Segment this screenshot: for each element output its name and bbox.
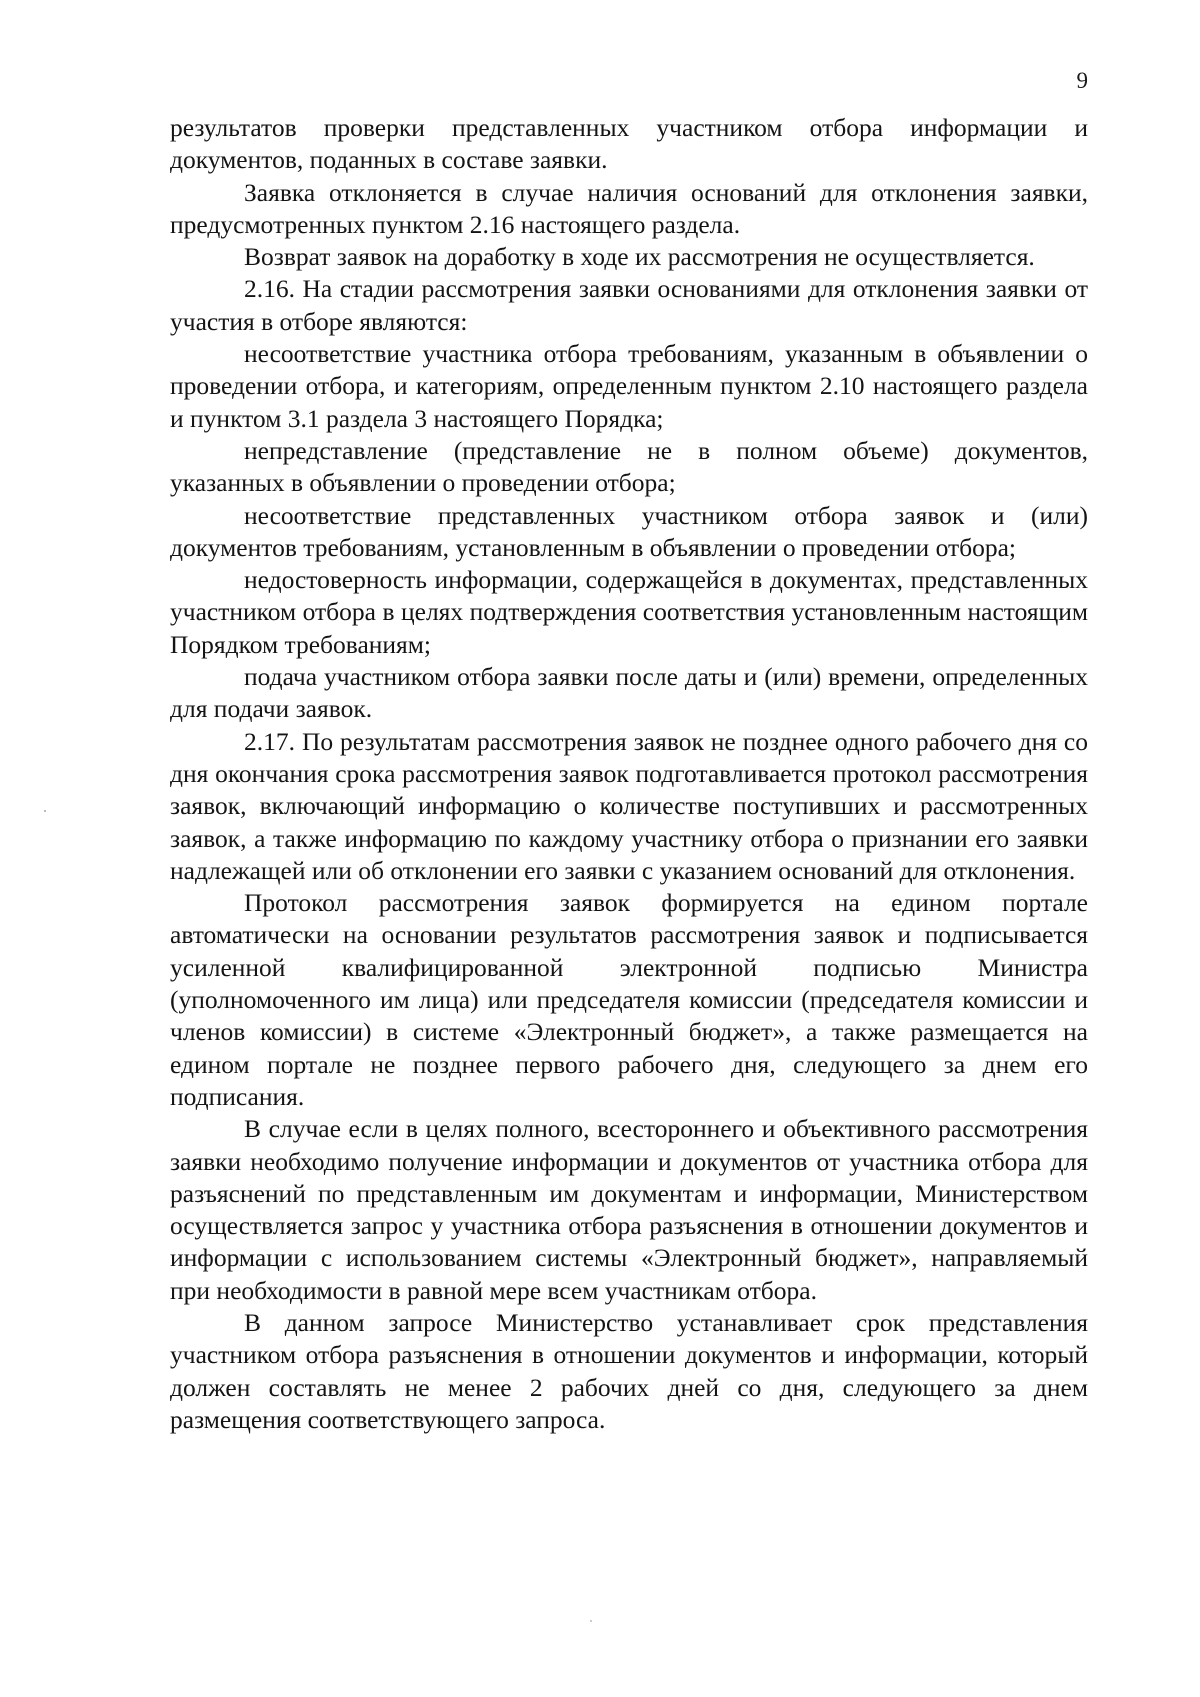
paragraph-2-16: 2.16. На стадии рассмотрения заявки основаниями для отклонения заявки от участия в отборе являются: <box>170 274 1088 336</box>
paragraph-request-deadline: В данном запросе Министерство устанавливает срок представления участником отбора разъяснения в отношении документов и информации, который должен составлять не менее 2 рабочих дней со дня, следующего за днем размещения соответствующего запроса. <box>170 1307 1088 1434</box>
page-number: 9 <box>1076 68 1088 93</box>
list-item-noncompliance-participant: несоответствие участника отбора требованиям, указанным в объявлении о проведении отбора, и категориям, определенным пунктом 2.10 настоящего раздела и пунктом 3.1 раздела 3 настоящего Порядка; <box>170 339 1088 433</box>
list-item-noncompliance-documents: несоответствие представленных участником отбора заявок и (или) документов требованиям, установленным в объявлении о проведении отбора; <box>170 500 1088 562</box>
paragraph-continuation: результатов проверки представленных участником отбора информации и документов, поданных в составе заявки. <box>170 113 1088 175</box>
paragraph-clarification-request: В случае если в целях полного, всестороннего и объективного рассмотрения заявки необходимо получение информации и документов от участника отбора для разъяснений по представленным им документам и информации, Министерством осуществляется запрос у участника отбора разъяснения в отношении документов и информации с использованием системы «Электронный бюджет», направляемый при необходимости в равной мере всем участникам отбора. <box>170 1114 1088 1305</box>
list-item-nonsubmission: непредставление (представление не в полном объеме) документов, указанных в объявлении о проведении отбора; <box>170 435 1088 498</box>
paragraph-protocol: Протокол рассмотрения заявок формируется на едином портале автоматически на основании результатов рассмотрения заявок и подписывается усиленной квалифицированной электронной подписью Министра (уполномоченного им лица) или председателя комиссии (председателя комиссии и членов комиссии) в системе «Электронный бюджет», а также размещается на едином портале не позднее первого рабочего дня, следующего за днем его подписания. <box>170 888 1088 1111</box>
paragraph-rejection-grounds: Заявка отклоняется в случае наличия оснований для отклонения заявки, предусмотренных пунктом 2.16 настоящего раздела. <box>170 177 1088 239</box>
list-item-late-submission: подача участником отбора заявки после даты и (или) времени, определенных для подачи заявок. <box>170 662 1088 724</box>
paragraph-no-return: Возврат заявок на доработку в ходе их рассмотрения не осуществляется. <box>244 242 1035 272</box>
paragraph-2-17: 2.17. По результатам рассмотрения заявок не позднее одного рабочего дня со дня окончания срока рассмотрения заявок подготавливается протокол рассмотрения заявок, включающий информацию о количестве поступивших и рассмотренных заявок, а также информацию по каждому участнику отбора о признании его заявки надлежащей или об отклонении его заявки с указанием оснований для отклонения. <box>170 726 1088 885</box>
list-item-unreliable-info: недостоверность информации, содержащейся в документах, представленных участником отбора в целях подтверждения соответствия установленным настоящим Порядком требованиям; <box>170 565 1088 659</box>
scan-artifact <box>590 1620 592 1622</box>
document-body <box>170 112 1088 1436</box>
scan-artifact <box>44 810 46 812</box>
